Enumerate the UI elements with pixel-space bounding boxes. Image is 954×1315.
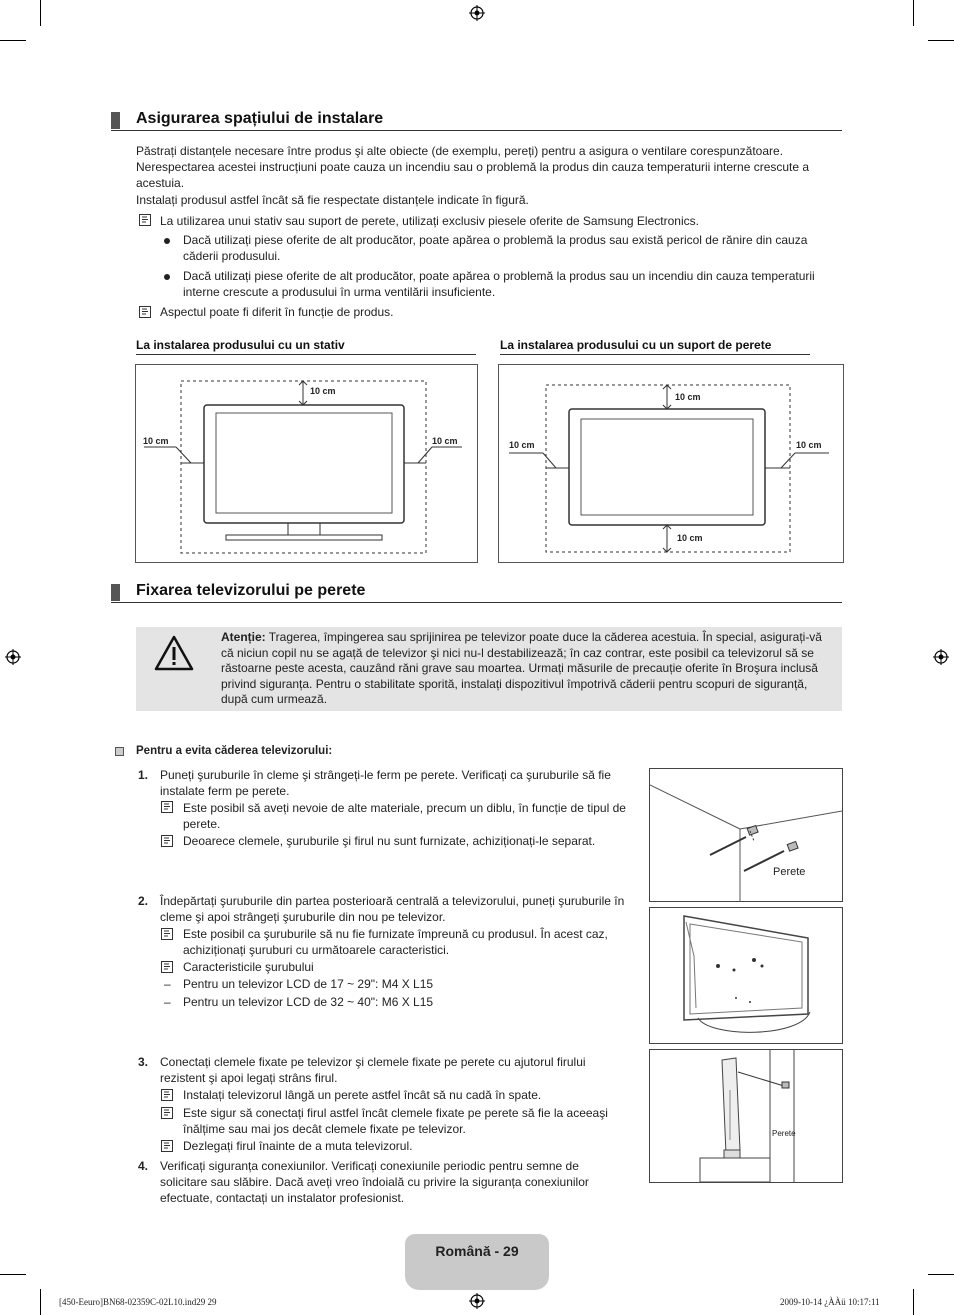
caution-text bbox=[221, 630, 836, 708]
dimension-label: 10 cm bbox=[143, 436, 169, 446]
dimension-label: 10 cm bbox=[432, 436, 458, 446]
date-info: 2009-10-14 ¿ÀÀü 10:17:11 bbox=[780, 1297, 880, 1307]
crop-mark bbox=[40, 1289, 41, 1315]
wall-clamp-drawing bbox=[650, 769, 842, 901]
bullet-icon bbox=[164, 274, 170, 280]
step-text: Conectați clemele fixate pe televizor şi clemele fixate pe perete cu ajutorul firului rezistent şi apoi legați strâns firul. bbox=[160, 1055, 586, 1085]
stand-diagram-drawing bbox=[136, 365, 477, 562]
dash-icon: – bbox=[164, 977, 171, 991]
step-number: 1. bbox=[138, 768, 149, 782]
crop-mark bbox=[928, 40, 954, 41]
step-text: Îndepărtați şuruburile din partea posterioară centrală a televizorului, puneți şuruburile în cleme şi apoi strângeți şuruburile din nou pe televizor. bbox=[160, 894, 625, 924]
dimension-label: 10 cm bbox=[509, 440, 535, 450]
dimension-label: 10 cm bbox=[310, 386, 336, 396]
crop-mark bbox=[913, 0, 914, 26]
dash-text: Pentru un televizor LCD de 32 ~ 40": M6 X L15 bbox=[183, 995, 434, 1009]
step-number: 4. bbox=[138, 1159, 149, 1173]
intro-paragraph-2: Instalați produsul astfel încât să fie respectate distanțele indicate în figură. bbox=[136, 193, 529, 207]
section-heading bbox=[111, 582, 842, 603]
section-heading bbox=[111, 110, 842, 131]
dash-icon: – bbox=[164, 995, 171, 1009]
crop-mark bbox=[0, 40, 26, 41]
bullet-icon bbox=[164, 238, 170, 244]
caution-label: Atenție: bbox=[221, 630, 266, 644]
page-number: Română - 29 bbox=[435, 1243, 519, 1259]
crop-mark bbox=[913, 1289, 914, 1315]
note-icon bbox=[161, 1140, 173, 1152]
dimension-label: 10 cm bbox=[675, 392, 701, 402]
note-text: Caracteristicile şurubului bbox=[183, 960, 314, 974]
note-icon bbox=[161, 928, 173, 940]
caution-box bbox=[136, 627, 842, 711]
section-title: Asigurarea spațiului de instalare bbox=[136, 110, 384, 127]
note-text: La utilizarea unui stativ sau suport de perete, utilizați exclusiv piesele oferite de Samsung Electronics. bbox=[160, 214, 699, 228]
note-text: Instalați televizorul lângă un perete astfel încât să nu cadă în spate. bbox=[183, 1088, 542, 1102]
note-icon bbox=[161, 801, 173, 813]
section-title: Fixarea televizorului pe perete bbox=[136, 582, 366, 599]
wall-clamp-illustration bbox=[649, 768, 843, 902]
note-text: Este posibil ca şuruburile să nu fie furnizate împreună cu produsul. În acest caz, achiziționați şuruburi cu următoarele caracteristici. bbox=[183, 927, 608, 957]
intro-paragraph: Păstrați distanțele necesare între produs şi alte obiecte (de exemplu, pereți) pentru a asigura o ventilare corespunzătoare. Nerespectarea acestei instrucțiuni poate cauza un incendiu sau o problemă la produs din cauza temperaturii interne crescute a acestuia. bbox=[136, 144, 810, 190]
note-icon bbox=[139, 306, 151, 318]
heading-bar bbox=[111, 584, 120, 601]
caution-body: Tragerea, împingerea sau sprijinirea pe televizor poate duce la căderea acestuia. În special, asigurați-vă că niciun copil nu se agață de televizor şi nici nu-l destabilizează; în caz contrar, este posibil ca televizorul să se răstoarne peste acesta, cauzând răni grave sau moartea. Urmați măsurile de precauție oferite în Broşura inclusă privind siguranța. Pentru o stabilitate sporită, instalați dispozitivul împotrivă căderii pentru scopuri de siguranță, după cum urmează. bbox=[221, 630, 822, 706]
wall-label: Perete bbox=[773, 866, 806, 878]
note-icon bbox=[161, 835, 173, 847]
square-bullet-icon bbox=[115, 747, 124, 756]
wall-label: Perete bbox=[772, 1129, 796, 1138]
wall-diagram bbox=[498, 364, 844, 563]
warning-triangle-icon bbox=[154, 635, 194, 671]
note-text: Deoarece clemele, şuruburile şi firul nu sunt furnizate, achiziționați-le separat. bbox=[183, 834, 596, 848]
step-text: Verificați siguranța conexiunilor. Verificați conexiunile periodic pentru semne de solicitare sau slăbire. Dacă aveți vreo îndoială cu privire la siguranța conexiunilor efectuate, contactați un instalator profesionist. bbox=[160, 1159, 589, 1205]
tv-back-drawing bbox=[650, 908, 842, 1043]
dimension-label: 10 cm bbox=[677, 533, 703, 543]
tv-side-drawing bbox=[650, 1050, 842, 1182]
tv-back-illustration bbox=[649, 907, 843, 1044]
file-info: [450-Eeuro]BN68-02359C-02L10.ind29 29 bbox=[59, 1297, 217, 1307]
bullet-text: Dacă utilizați piese oferite de alt producător, poate apărea o problemă la produs sau există pericol de rănire din cauza căderii produsului. bbox=[183, 233, 808, 263]
heading-bar bbox=[111, 112, 120, 129]
note-icon bbox=[161, 1089, 173, 1101]
stand-heading: La instalarea produsului cu un stativ bbox=[136, 338, 476, 355]
registration-mark-icon bbox=[469, 1293, 485, 1309]
crop-mark bbox=[0, 1274, 26, 1275]
bullet-text: Dacă utilizați piese oferite de alt producător, poate apărea o problemă la produs sau un incendiu din cauza temperaturii interne crescute a produsului în urma ventilării insuficiente. bbox=[183, 269, 815, 299]
step-text: Puneți şuruburile în cleme şi strângeți-le ferm pe perete. Verificați ca şuruburile să fie instalate ferm pe perete. bbox=[160, 768, 611, 798]
note-icon bbox=[161, 1107, 173, 1119]
note-icon bbox=[139, 214, 151, 226]
step-number: 3. bbox=[138, 1055, 149, 1069]
note-text: Aspectul poate fi diferit în funcție de produs. bbox=[160, 305, 394, 319]
tv-side-illustration bbox=[649, 1049, 843, 1183]
crop-mark bbox=[40, 0, 41, 26]
registration-mark-icon bbox=[469, 5, 485, 21]
prevent-heading: Pentru a evita căderea televizorului: bbox=[136, 745, 333, 757]
wall-diagram-drawing bbox=[499, 365, 843, 562]
stand-diagram bbox=[135, 364, 478, 563]
dimension-label: 10 cm bbox=[796, 440, 822, 450]
wall-heading: La instalarea produsului cu un suport de perete bbox=[500, 338, 810, 355]
crop-mark bbox=[928, 1274, 954, 1275]
step-number: 2. bbox=[138, 894, 149, 908]
note-text: Este sigur să conectați firul astfel încât clemele fixate pe perete să fie la aceeaşi înălțime sau mai jos decât clemele fixate pe televizor. bbox=[183, 1106, 608, 1136]
note-text: Dezlegați firul înainte de a muta televizorul. bbox=[183, 1139, 413, 1153]
dash-text: Pentru un televizor LCD de 17 ~ 29": M4 X L15 bbox=[183, 977, 434, 991]
registration-mark-icon bbox=[5, 649, 21, 665]
note-icon bbox=[161, 961, 173, 973]
registration-mark-icon bbox=[933, 649, 949, 665]
note-text: Este posibil să aveți nevoie de alte materiale, precum un diblu, în funcție de tipul de perete. bbox=[183, 801, 626, 831]
